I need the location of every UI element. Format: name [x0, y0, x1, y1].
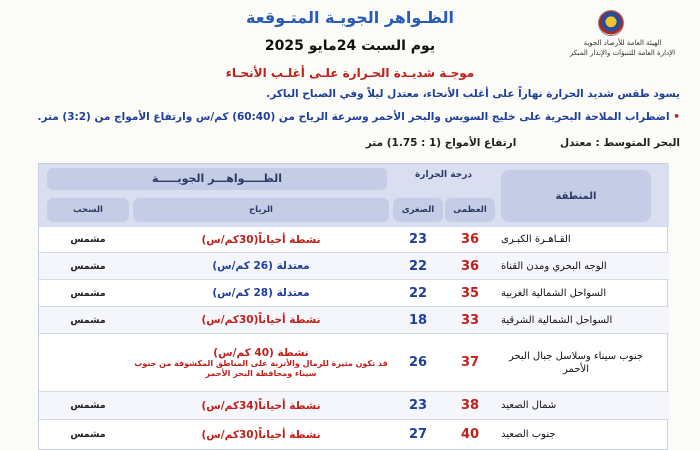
- row-region: شمال الصعيد: [501, 400, 557, 411]
- row-min: 23: [408, 232, 428, 247]
- row-min: 22: [408, 258, 428, 274]
- forecast-table: [38, 163, 668, 450]
- row-max: 40: [460, 427, 480, 442]
- row-min: 18: [408, 312, 428, 328]
- row-max: 38: [460, 398, 480, 413]
- row-max: 35: [460, 285, 480, 301]
- row-max: 36: [460, 258, 480, 274]
- row-wind: معتدلة (28 كم/س): [212, 287, 310, 299]
- row-region: جنوب الصعيد: [501, 429, 556, 440]
- marine-warning: اضطراب الملاحة البحرية على خليج السويس والبحر الأحمر وسرعة الرياح من (60:40) كم/س وارتفاع الأمواج من (3:2) متر.: [37, 111, 670, 123]
- summary-headline: موجـة شديـدة الحـرارة علـى أغلـب الأنحـاء: [225, 66, 475, 80]
- row-clouds: مشمس: [70, 234, 106, 245]
- row-min: 23: [408, 398, 428, 413]
- row-clouds: مشمس: [70, 400, 106, 411]
- row-region: جنوب سيناء وسلاسل جبال البحر الأحمر: [508, 350, 644, 375]
- row-wind: نشطة أحياناً(30كم/س): [201, 314, 321, 326]
- organization-name: [555, 38, 690, 58]
- summary-line-3: [40, 137, 680, 149]
- header-temperature: درجة الحرارة: [414, 170, 472, 180]
- row-max: 33: [460, 312, 480, 328]
- summary-line-1: يسود طقس شديد الحرارة نهاراً على أغلب الأنحاء، معتدل ليلاً وفي الصباح الباكر.: [266, 88, 680, 100]
- table-row: [39, 391, 669, 419]
- row-wind: نشطة أحياناً(30كم/س): [201, 428, 321, 441]
- row-min: 22: [408, 285, 428, 301]
- header-max: العظمى: [445, 198, 495, 222]
- row-region: السواحل الشمالية الشرقية: [501, 314, 613, 326]
- org-line-1: الهيئة العامة للأرصاد الجوية: [583, 39, 662, 47]
- header-wind: الرياح: [133, 198, 389, 222]
- row-wind: نشطة أحياناً(30كم/س): [201, 233, 321, 246]
- header-clouds: السحب: [47, 198, 129, 222]
- bullet-icon: •: [673, 111, 680, 123]
- table-header: [39, 164, 669, 226]
- row-wind: نشطة (40 كم/س): [213, 346, 309, 359]
- page-title: الظـواهر الجويـة المتـوقعة: [246, 8, 454, 27]
- row-region: القـاهـرة الكبـرى: [501, 234, 571, 245]
- table-row: [39, 279, 669, 306]
- row-clouds: [47, 334, 129, 391]
- header-phenomena: الظـــــواهـــر الجويـــــة: [47, 168, 387, 190]
- row-wind-block: [133, 334, 389, 391]
- row-clouds: مشمس: [70, 287, 106, 299]
- row-clouds: مشمس: [70, 429, 106, 440]
- row-wind: معتدلة (26 كم/س): [212, 260, 310, 272]
- forecast-date: يوم السبت 24مايو 2025: [264, 38, 436, 54]
- mediterranean-sea-state: البحر المتوسط : معتدل: [559, 137, 680, 149]
- row-wind-note: قد تكون مثيرة للرمال والأتربة على المناطق المكشوفة من جنوب سيناء ومحافظة البحر الأحمر: [134, 358, 388, 378]
- row-min: 26: [408, 355, 428, 370]
- wave-height: ارتفاع الأمواج (1 : 1.75) متر: [365, 137, 517, 149]
- row-clouds: مشمس: [70, 260, 106, 272]
- row-max: 36: [460, 232, 480, 247]
- header-min: الصغرى: [393, 198, 443, 222]
- row-max: 37: [460, 355, 480, 370]
- summary-line-2: [37, 111, 680, 123]
- header-region: المنطقة: [501, 170, 651, 222]
- row-region: السواحل الشمالية الغربية: [501, 287, 607, 299]
- meteorological-authority-logo-icon: [598, 10, 624, 36]
- table-row: [39, 252, 669, 279]
- row-min: 27: [408, 427, 428, 442]
- table-row: [39, 333, 669, 391]
- row-clouds: مشمس: [70, 314, 106, 326]
- table-row: [39, 306, 669, 333]
- org-line-2: الإدارة العامة للتنبؤات والإنذار المبكر: [569, 49, 676, 57]
- table-row: [39, 226, 669, 252]
- row-region: الوجه البحري ومدن القناة: [501, 260, 607, 272]
- row-wind: نشطة أحياناً(34كم/س): [201, 399, 321, 412]
- table-row: [39, 419, 669, 449]
